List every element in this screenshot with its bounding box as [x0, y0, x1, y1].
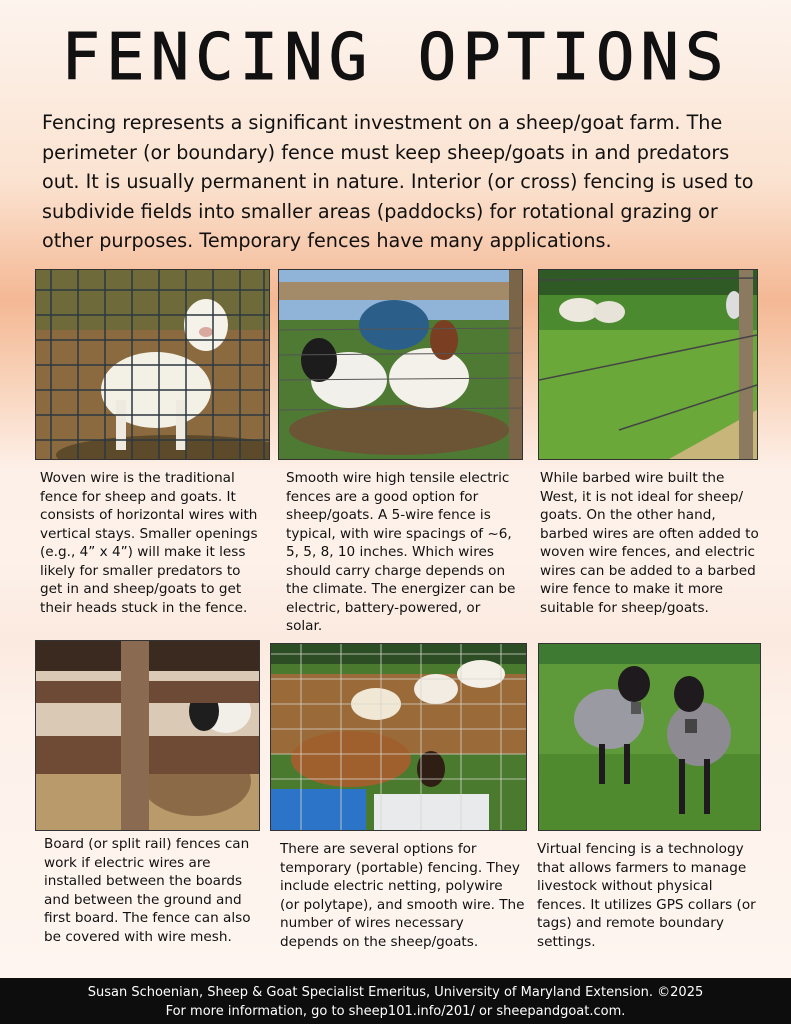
- intro-paragraph: Fencing represents a significant investment on a sheep/goat farm. The perimeter (or boundary) fence must keep sheep/goats in and predators out. It is usually permanent in nature. Interior (or cross) fencing is used to subdivide fields into smaller areas (paddocks) for rotational grazing or other purposes. Temporary fences have many applications.: [42, 111, 754, 252]
- board-fence-photo: [35, 640, 260, 831]
- virtual-fence-photo: [538, 643, 761, 831]
- footer: [0, 978, 791, 1024]
- smooth-wire-photo: [278, 269, 523, 460]
- barbed-wire-photo: [538, 269, 758, 460]
- page-title: FENCING OPTIONS: [61, 21, 730, 95]
- temporary-fence-caption: There are several options for temporary (portable) fencing. They include electric netting, polywire (or polytape), and smooth wire. The number of wires necessary depends on the sheep/goats.: [280, 841, 525, 950]
- woven-wire-photo: [35, 269, 270, 460]
- temporary-fence-photo: [270, 643, 527, 831]
- woven-wire-caption: Woven wire is the traditional fence for sheep and goats. It consists of horizontal wires with vertical stays. Smaller openings (e.g., 4” x 4”) will make it less likely for smaller predators to get in and sheep/goats to get their heads stuck in the fence.: [40, 470, 258, 616]
- smooth-wire-caption: Smooth wire high tensile electric fences are a good option for sheep/goats. A 5-wire fence is typical, with wire spacings of ~6, 5, 5, 8, 10 inches. Which wires should carry charge depends on the climate. The energizer can be electric, battery-powered, or solar.: [286, 470, 516, 634]
- barbed-wire-caption: While barbed wire built the West, it is not ideal for sheep/ goats. On the other hand, barbed wires are often added to woven wire fences, and electric wires can be added to a barbed wire fence to make it more suitable for sheep/goats.: [540, 470, 759, 616]
- footer-more-info: For more information, go to sheep101.info/201/ or sheepandgoat.com.: [165, 1004, 626, 1019]
- footer-credit: Susan Schoenian, Sheep & Goat Specialist Emeritus, University of Maryland Extension. ©2025: [87, 985, 704, 1000]
- virtual-fence-caption: Virtual fencing is a technology that allows farmers to manage livestock without physical fences. It utilizes GPS collars (or tags) and remote boundary settings.: [537, 841, 756, 950]
- board-fence-caption: Board (or split rail) fences can work if electric wires are installed between the boards and between the ground and first board. The fence can also be covered with wire mesh.: [44, 836, 251, 945]
